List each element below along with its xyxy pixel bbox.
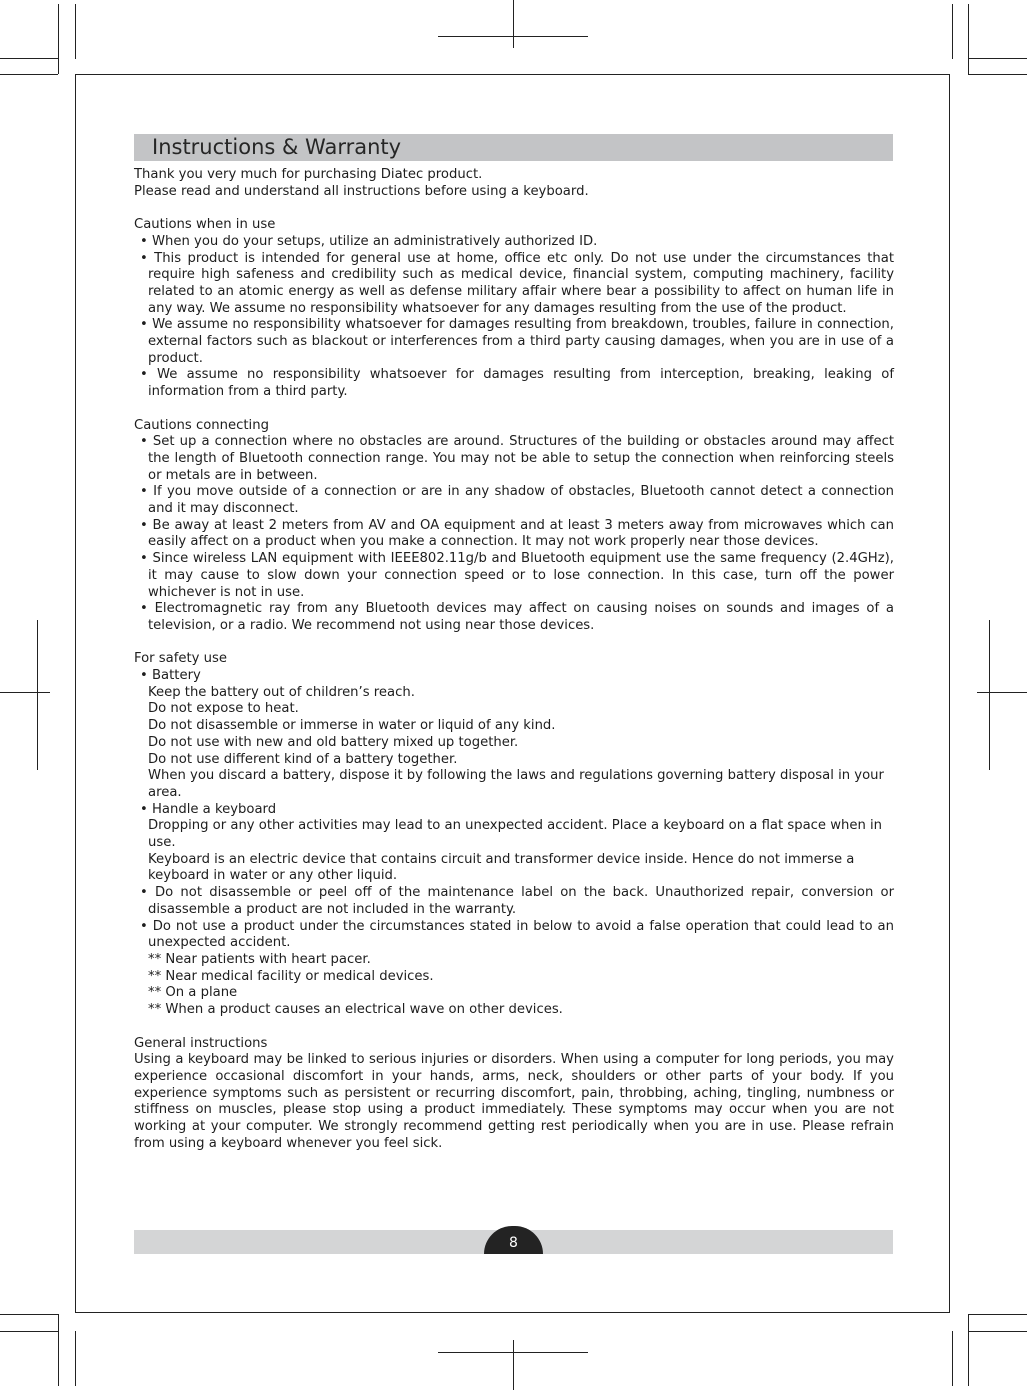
crop-mark	[58, 1314, 59, 1386]
crop-mark	[989, 620, 990, 770]
page-title: Instructions & Warranty	[152, 135, 402, 159]
keyboard-line: Keyboard is an electric device that contains circuit and transformer device inside. Hence do not immerse a keyboard in water or any other liquid.	[148, 851, 855, 884]
battery-line: When you discard a battery, dispose it by following the laws and regulations governing battery disposal in your area.	[148, 768, 884, 800]
circumstance-line: ** Near patients with heart pacer.	[148, 952, 371, 967]
list-item-battery: • Battery	[134, 668, 894, 685]
list-item: • When you do your setups, utilize an administratively authorized ID.	[134, 234, 894, 251]
list-item: • Do not disassemble or peel off of the maintenance label on the back. Unauthorized repair, conversion or disassemble a product are not included in the warranty.	[134, 885, 894, 918]
list-item: • Do not use a product under the circumstances stated in below to avoid a false operation that could lead to an unexpected accident.	[134, 919, 894, 952]
crop-mark	[968, 74, 1027, 75]
list-item: • Since wireless LAN equipment with IEEE802.11g/b and Bluetooth equipment use the same frequency (2.4GHz), it may cause to slow down your connection speed or to lose connection. In this case, turn off the power whichever is not in use.	[134, 551, 894, 601]
battery-line: Do not use different kind of a battery together.	[148, 751, 458, 767]
battery-line: Do not use with new and old battery mixed up together.	[148, 734, 519, 750]
circumstance-line: ** Near medical facility or medical devices.	[148, 968, 434, 984]
list-item: • Electromagnetic ray from any Bluetooth devices may affect on causing noises on sounds and images of a television, or a radio. We recommend not using near those devices.	[134, 601, 894, 634]
crop-mark	[968, 1314, 1027, 1315]
title-bar	[134, 134, 893, 161]
crop-mark	[977, 692, 1027, 693]
crop-mark	[75, 4, 76, 59]
crop-mark	[968, 1331, 1027, 1332]
page-number: 8	[484, 1226, 543, 1254]
crop-mark	[968, 58, 1027, 59]
crop-mark	[75, 1331, 76, 1386]
intro-line: Please read and understand all instructions before using a keyboard.	[134, 183, 589, 199]
circumstance-line: ** When a product causes an electrical wave on other devices.	[148, 1002, 563, 1018]
general-paragraph: Using a keyboard may be linked to serious injuries or disorders. When using a computer for long periods, you may experience occasional discomfort in your hands, arms, neck, shoulders or other parts of your body. If you experience symptoms such as persistent or recurring discomfort, pain, throbbing, aching, tingling, numbness or stiffness on muscles, please stop using a product immediately. These symptoms may occur when you are not working at your computer. We strongly recommend getting rest periodically when you are in use. Please refrain from using a keyboard whenever you feel sick.	[134, 1052, 894, 1151]
crop-mark	[438, 1352, 588, 1353]
crop-mark	[952, 1331, 953, 1386]
crop-mark	[438, 36, 588, 37]
list-item: • Set up a connection where no obstacles are around. Structures of the building or obstacles around may affect the length of Bluetooth connection range. You may not be able to setup the connection when reinforcing steels or metals are in between.	[134, 434, 894, 484]
battery-line: Keep the battery out of children’s reach.	[148, 684, 415, 700]
list-item: • Be away at least 2 meters from AV and OA equipment and at least 3 meters away from microwaves which can easily affect on a product when you make a connection. It may not work properly near those devices.	[134, 518, 894, 551]
list-item: • We assume no responsibility whatsoever for damages resulting from breakdown, troubles, failure in connection, external factors such as blackout or interferences from a third party causing damages, when you are in use of a product.	[134, 317, 894, 367]
section-heading-general: General instructions	[134, 1035, 268, 1051]
crop-mark	[968, 4, 969, 74]
crop-mark	[513, 0, 514, 48]
section-heading-safety: For safety use	[134, 651, 228, 667]
list-item-keyboard: • Handle a keyboard	[134, 802, 894, 819]
crop-mark	[0, 692, 50, 693]
crop-mark	[37, 620, 38, 770]
list-item: • If you move outside of a connection or are in any shadow of obstacles, Bluetooth cannot detect a connection and it may disconnect.	[134, 484, 894, 517]
battery-line: Do not expose to heat.	[148, 701, 299, 717]
crop-mark	[952, 4, 953, 59]
crop-mark	[513, 1340, 514, 1390]
list-item: • This product is intended for general use at home, office etc only. Do not use under the circumstances that require high safeness and credibility such as medical device, financial system, computing machinery, facility related to an atomic energy as well as defense military affair where bear a possibility to affect on human life in any way. We assume no responsibility whatsoever for any damages resulting from the use of the product.	[134, 251, 894, 318]
crop-mark	[0, 58, 58, 59]
section-heading-cautions-use: Cautions when in use	[134, 217, 276, 233]
document-body	[134, 167, 894, 1152]
keyboard-line: Dropping or any other activities may lead to an unexpected accident. Place a keyboard on a flat space when in use.	[148, 818, 883, 851]
crop-mark	[0, 1331, 58, 1332]
crop-mark	[0, 74, 58, 75]
circumstance-line: ** On a plane	[148, 985, 238, 1001]
intro-line: Thank you very much for purchasing Diatec product.	[134, 167, 483, 182]
crop-mark	[58, 4, 59, 74]
crop-mark	[968, 1314, 969, 1386]
crop-mark	[0, 1314, 58, 1315]
list-item: • We assume no responsibility whatsoever for damages resulting from interception, breaking, leaking of information from a third party.	[134, 367, 894, 400]
section-heading-cautions-connecting: Cautions connecting	[134, 417, 269, 433]
battery-line: Do not disassemble or immerse in water or liquid of any kind.	[148, 718, 556, 734]
